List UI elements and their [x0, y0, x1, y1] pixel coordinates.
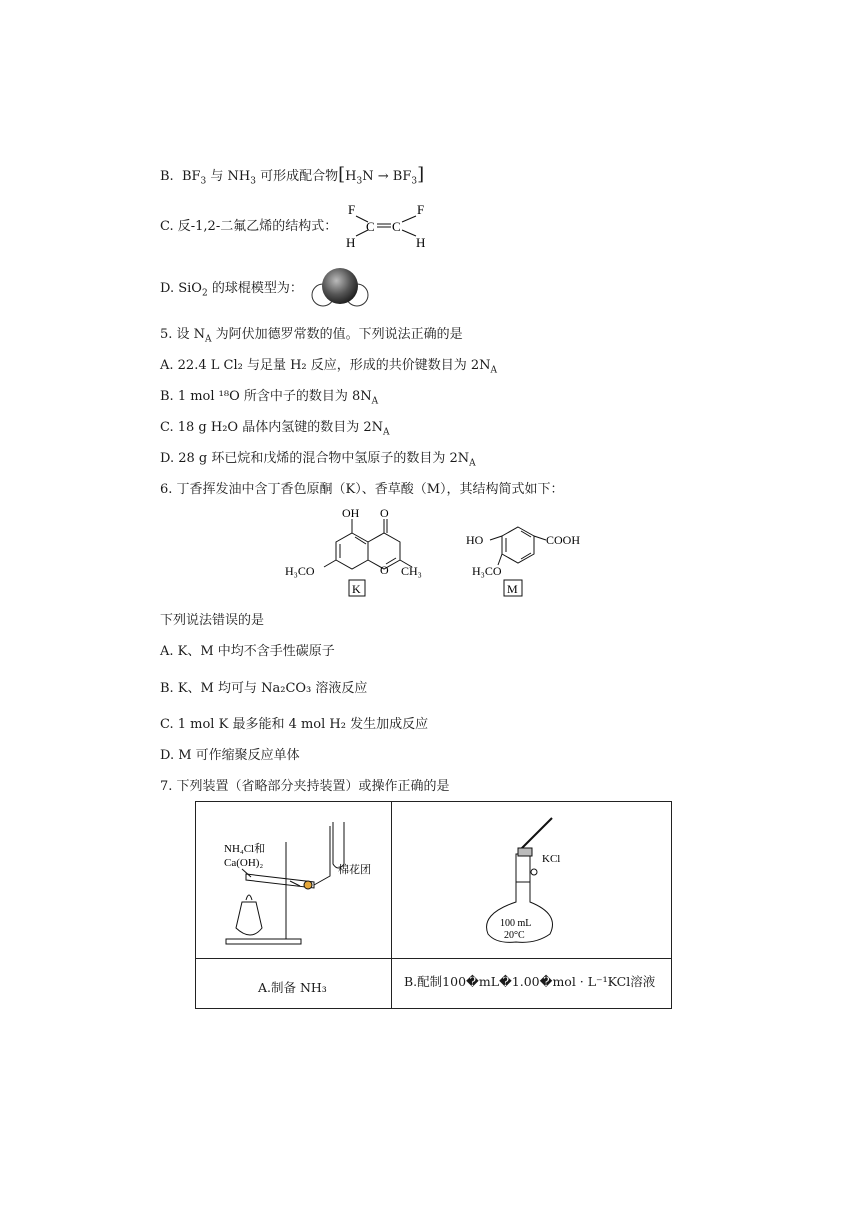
q6-sub-stem: 下列说法错误的是: [160, 613, 265, 628]
k-methoxy-label: H₃CO: [285, 564, 315, 578]
stopper: [531, 869, 537, 875]
kcl-label: KCl: [542, 853, 561, 865]
q7-stem: 7. 下列装置（省略部分夹持装置）或操作正确的是: [160, 779, 450, 794]
delivery-tube: [314, 826, 330, 885]
option-c-text: C. 反-1,2-二氟乙烯的结构式：: [160, 219, 338, 234]
flame: [246, 895, 252, 900]
atom-f2: F: [417, 202, 425, 217]
k-carbonyl-o-label: O: [380, 506, 389, 520]
m-hydroxy-label: HO: [466, 533, 484, 547]
q6-stem: 6. 丁香挥发油中含丁香色原酮（K）、香草酸（M），其结构简式如下：: [160, 482, 564, 497]
atom-c1: C: [366, 219, 375, 234]
reagent-label-1: NH₄Cl和: [224, 843, 266, 855]
k-tag: K: [352, 582, 361, 596]
k-ring-o-label: O: [380, 563, 389, 577]
caption-b: B.配制100�mL�1.00�mol · L⁻¹KCl溶液: [404, 974, 656, 989]
k-methyl-label: CH₃: [401, 564, 422, 578]
q5-option-a: A. 22.4 L Cl₂ 与足量 H₂ 反应，形成的共价键数目为 $2N_A$: [160, 358, 498, 376]
structure-k: [324, 519, 412, 569]
temperature-label: 20°C: [504, 930, 525, 941]
q5-stem: 5. 设 $N_A$ 为阿伏加德罗常数的值。下列说法正确的是: [160, 327, 463, 345]
q6-structures: [280, 505, 600, 600]
bond-c2-f2: [402, 216, 416, 222]
q5-option-c: C. 18 g H₂O 晶体内氢键的数目为 $2N_A$: [160, 420, 390, 438]
difluoroethylene-structure: [340, 198, 440, 252]
m-tag: M: [507, 582, 518, 596]
apparatus-a-diagram: [196, 802, 391, 958]
reagent-label-2: Ca(OH)₂: [224, 857, 264, 869]
collection-tube: [333, 822, 344, 868]
stand-base: [226, 939, 301, 944]
apparatus-b-diagram: [392, 802, 673, 958]
k-oh-label: OH: [342, 506, 360, 520]
alcohol-lamp: [236, 902, 262, 935]
q7-options-table: [195, 801, 672, 1009]
atom-f1: F: [348, 202, 356, 217]
q6-option-c: C. 1 mol K 最多能和 4 mol H₂ 发生加成反应: [160, 717, 429, 732]
atom-c2: C: [392, 219, 401, 234]
spatula: [520, 818, 552, 850]
q5-option-b: B. 1 mol ¹⁸O 所含中子的数目为 $8N_A$: [160, 389, 379, 407]
q6-option-b: B. K、M 均可与 Na₂CO₃ 溶液反应: [160, 681, 368, 696]
option-b-line: B. $BF_3$ 与 $NH_3$ 可形成配合物$[H_3N \to BF_3]$: [160, 164, 425, 187]
m-benzene-ring: [502, 527, 534, 563]
atom-h1: H: [346, 235, 356, 250]
q6-option-a: A. K、M 中均不含手性碳原子: [160, 644, 335, 659]
m-carboxyl-label: COOH: [546, 533, 581, 547]
q6-option-d: D. M 可作缩聚反应单体: [160, 748, 300, 763]
atom-h2: H: [416, 235, 426, 250]
structure-m: [490, 527, 546, 565]
volume-label: 100 mL: [500, 918, 532, 929]
option-d-text: D. SiO$_2$ 的球棍模型为：: [160, 281, 303, 299]
k-benzene-ring: [336, 533, 368, 569]
q5-option-d: D. 28 g 环已烷和戊烯的混合物中氢原子的数目为 $2N_A$: [160, 451, 476, 469]
silicon-ball: [322, 268, 358, 304]
m-methoxy-label: H₃CO: [472, 564, 502, 578]
cotton-plug: [304, 881, 312, 889]
caption-a: A.制备 NH₃: [258, 980, 327, 995]
kcl-solid: [518, 848, 532, 856]
cotton-label: 棉花团: [338, 864, 371, 876]
sio2-ball-model: [310, 266, 370, 310]
bond-c2-h2: [402, 230, 416, 236]
